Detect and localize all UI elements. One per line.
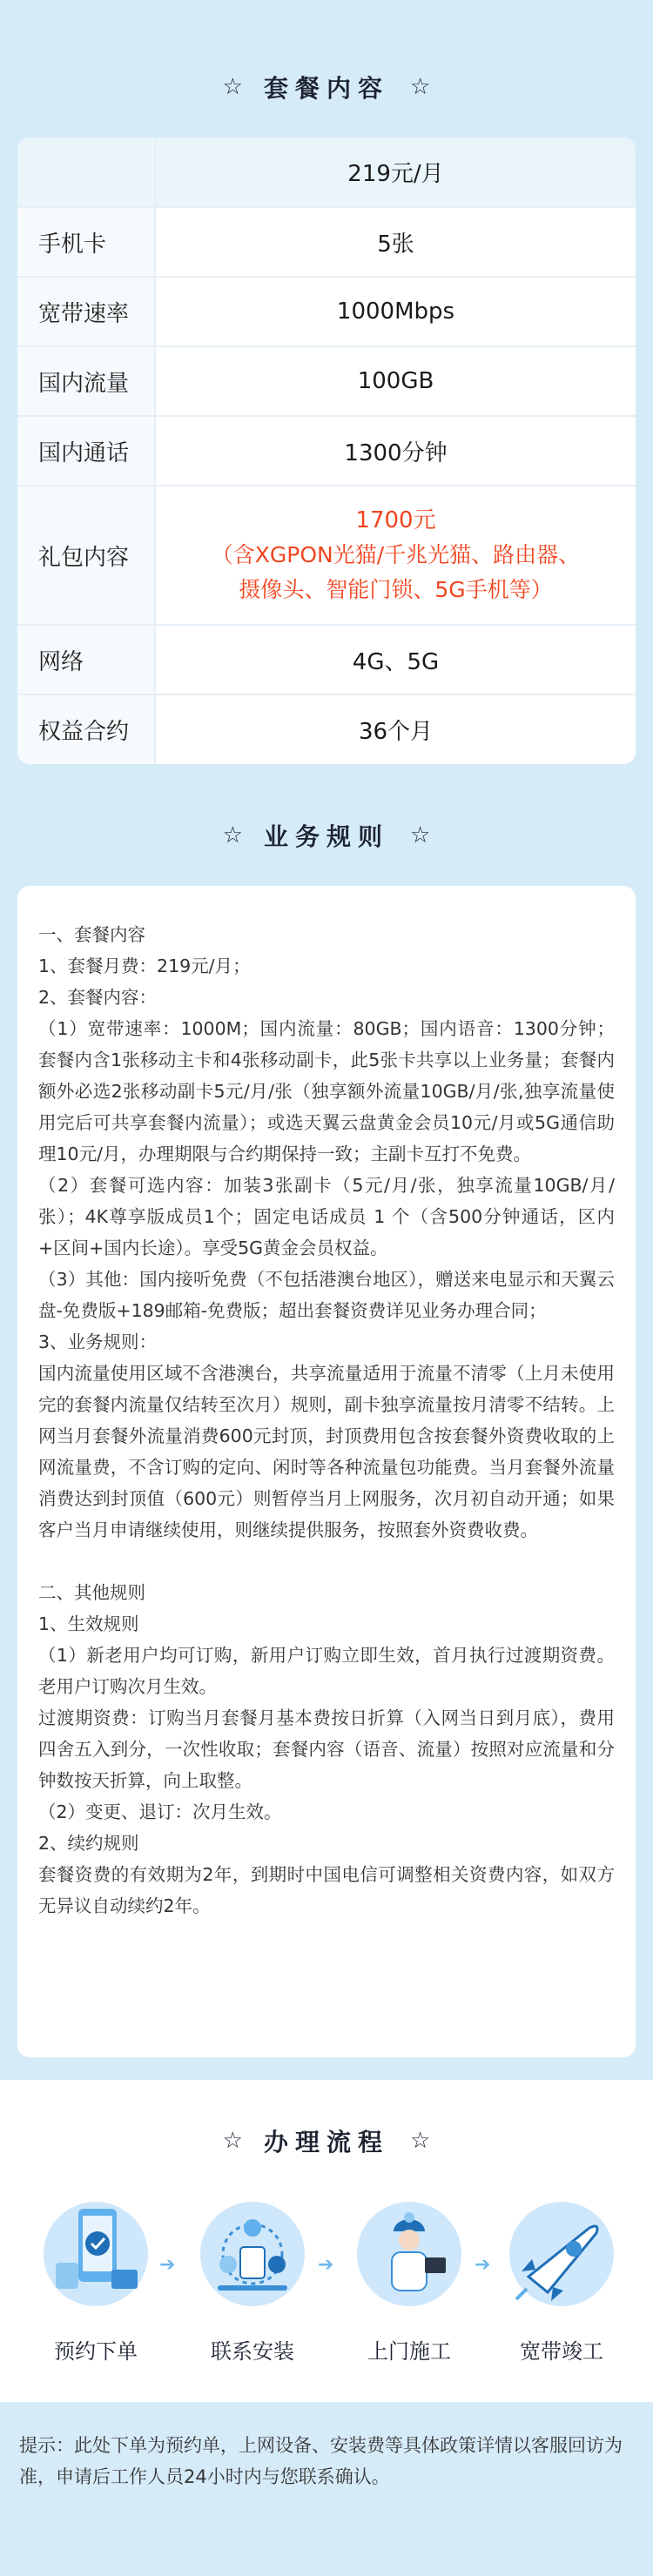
process-title-text: 办理流程 <box>263 2128 389 2157</box>
arrow-right-icon: ➔ <box>159 2254 176 2276</box>
row-value: 5张 <box>155 207 636 277</box>
gift-desc-line1: （含XGPON光猫/千兆光猫、路由器、 <box>211 542 581 567</box>
star-icon: ☆ <box>222 74 243 100</box>
rules-paragraph: 1、生效规则 <box>38 1613 139 1634</box>
row-value: 1300分钟 <box>155 416 636 486</box>
section-title-process <box>0 2093 653 2189</box>
plan-header-empty <box>17 138 155 207</box>
process-step <box>30 2202 161 2365</box>
rules-paragraph: 一、套餐内容 <box>38 924 145 945</box>
rules-paragraph: （1）宽带速率：1000M；国内流量：80GB；国内语音：1300分钟；套餐内含1张移动主卡和4张移动副卡，此5张卡共享以上业务量；套餐内额外必选2张移动副卡5元/月/张（独享额外流量10GB/月/张,独享流量使用完后可共享套餐内流量）；或选天翼云盘黄金会员10元/月或5G通信助理10元/月，办理期限与合约期保持一致；主副卡互打不免费。 <box>38 1018 615 1164</box>
table-row <box>17 416 636 486</box>
row-value: 4G、5G <box>155 625 636 694</box>
rules-card <box>17 886 636 2057</box>
row-label: 国内通话 <box>17 416 155 486</box>
row-value: 100GB <box>155 346 636 416</box>
step-label: 联系安装 <box>211 2339 294 2364</box>
plan-header-row <box>17 138 636 207</box>
table-row <box>17 625 636 694</box>
rules-paragraph: 3、业务规则： <box>38 1332 158 1352</box>
gift-price: 1700元 <box>355 507 436 533</box>
rules-paragraph: 二、其他规则 <box>38 1582 145 1603</box>
rules-spacer <box>38 1546 615 1577</box>
plan-table-card <box>17 138 636 764</box>
plan-price: 219元/月 <box>155 138 636 207</box>
arrow-right-icon: ➔ <box>475 2254 491 2276</box>
technician-icon <box>357 2202 461 2306</box>
rules-paragraph: 2、续约规则 <box>38 1833 139 1854</box>
rules-paragraph: （1）新老用户均可订购，新用户订购立即生效，首月执行过渡期资费。老用户订购次月生效。 <box>38 1645 615 1697</box>
row-label: 手机卡 <box>17 207 155 277</box>
table-row <box>17 346 636 416</box>
row-label: 宽带速率 <box>17 277 155 346</box>
table-row <box>17 277 636 346</box>
row-value: 36个月 <box>358 719 434 745</box>
rules-title-text: 业务规则 <box>263 822 389 851</box>
row-label: 礼包内容 <box>17 486 155 625</box>
phone-order-icon <box>44 2202 148 2306</box>
rules-paragraph: 1、套餐月费：219元/月； <box>38 956 251 976</box>
row-label: 权益合约 <box>17 694 155 764</box>
gift-value <box>155 486 636 625</box>
step-label: 上门施工 <box>367 2339 451 2364</box>
rules-paragraph: （3）其他：国内接听免费（不包括港澳台地区），赠送来电显示和天翼云盘-免费版+189邮箱-免费版；超出套餐资费详见业务办理合同； <box>38 1269 615 1321</box>
star-icon: ☆ <box>410 74 431 100</box>
row-label: 网络 <box>17 625 155 694</box>
rules-paragraph: （2）套餐可选内容：加装3张副卡（5元/月/张，独享流量10GB/月/张）；4K尊享版成员1个；固定电话成员 1 个（含500分钟通话，区内+区间+国内长途）。享受5G黄金会员权益。 <box>38 1175 615 1258</box>
plan-table <box>17 138 636 764</box>
star-icon: ☆ <box>222 2128 243 2154</box>
process-steps <box>0 2202 653 2385</box>
rules-paragraph: 套餐资费的有效期为2年，到期时中国电信可调整相关资费内容，如双方无异议自动续约2年。 <box>38 1864 615 1916</box>
plan-title-text: 套餐内容 <box>263 74 389 103</box>
step-label: 预约下单 <box>54 2339 138 2364</box>
star-icon: ☆ <box>410 2128 431 2154</box>
row-label: 国内流量 <box>17 346 155 416</box>
rules-paragraph: 2、套餐内容： <box>38 987 158 1008</box>
rules-paragraph: 国内流量使用区域不含港澳台，共享流量适用于流量不清零（上月未使用完的套餐内流量仅结转至次月）规则，副卡独享流量按月清零不结转。上网当月套餐外流量消费600元封顶，封顶费用包含按套餐外资费收取的上网流量费，不含订购的定向、闲时等各种流量包功能费。当月套餐外流量消费达到封顶值（600元）则暂停当月上网服务，次月初自动开通；如果客户当月申请继续使用，则继续提供服务，按照套外资费收费。 <box>38 1363 615 1540</box>
contact-install-icon <box>200 2202 305 2306</box>
rules-paragraph: （2）变更、退订：次月生效。 <box>38 1801 282 1822</box>
step-label: 宽带竣工 <box>520 2339 603 2364</box>
star-icon: ☆ <box>410 822 431 849</box>
arrow-right-icon: ➔ <box>318 2254 334 2276</box>
rules-paragraph: 过渡期资费：订购当月套餐月基本费按日折算（入网当日到月底），费用四舍五入到分，一次性收取；套餐内容（语音、流量）按照对应流量和分钟数按天折算，向上取整。 <box>38 1707 615 1791</box>
rocket-icon <box>509 2202 614 2306</box>
process-step <box>187 2202 318 2365</box>
tip-note: 提示：此处下单为预约单，上网设备、安装费等具体政策详情以客服回访为准，申请后工作人员24小时内与您联系确认。 <box>0 2402 653 2576</box>
row-value: 1000Mbps <box>155 277 636 346</box>
gift-row <box>17 486 636 625</box>
gift-desc-line2: 摄像头、智能门锁、5G手机等） <box>239 577 553 602</box>
process-step <box>496 2202 627 2365</box>
process-step <box>344 2202 475 2365</box>
star-icon: ☆ <box>222 822 243 849</box>
table-row <box>17 207 636 277</box>
